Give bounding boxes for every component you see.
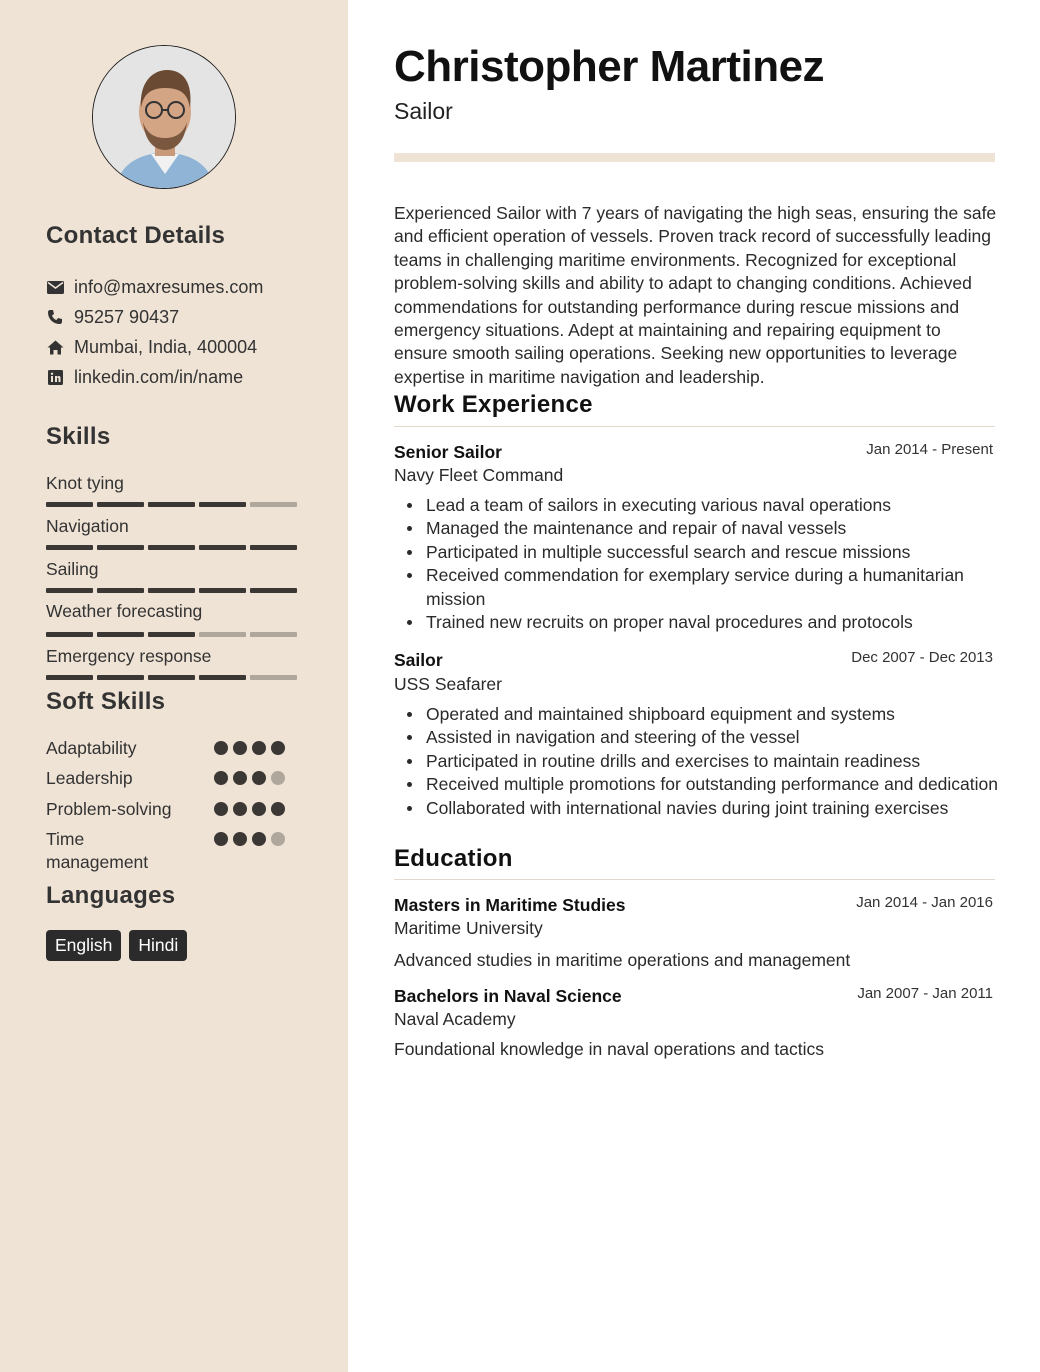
soft-skill-dot	[271, 771, 285, 785]
job-dates: Dec 2007 - Dec 2013	[851, 649, 993, 666]
skill-name: Navigation	[46, 516, 129, 536]
contact-linkedin[interactable]	[46, 366, 243, 388]
job-bullet: Received commendation for exemplary service during a humanitarian mission	[394, 564, 998, 611]
skill-level-bar	[46, 632, 297, 637]
contact-address	[46, 336, 257, 358]
job-dates: Jan 2014 - Present	[866, 441, 993, 458]
soft-skill-dot	[214, 771, 228, 785]
skill-name: Emergency response	[46, 646, 212, 666]
job-bullet: Trained new recruits on proper naval procedures and protocols	[394, 611, 998, 634]
candidate-name: Christopher Martinez	[394, 42, 825, 91]
candidate-title: Sailor	[394, 98, 453, 124]
job-bullets	[394, 703, 998, 820]
section-divider	[394, 879, 995, 880]
linkedin-icon	[46, 368, 64, 386]
skills-heading: Skills	[46, 423, 111, 450]
address-text: Mumbai, India, 400004	[74, 336, 258, 357]
skill-level-segment	[46, 545, 93, 550]
skill-level-segment	[250, 502, 297, 507]
soft-skill-dot	[214, 802, 228, 816]
skill-name: Sailing	[46, 559, 99, 579]
skill-level-segment	[199, 632, 246, 637]
skill-level-segment	[97, 588, 144, 593]
email-text: info@maxresumes.com	[74, 276, 264, 297]
soft-skill-name: Time management	[46, 829, 149, 872]
phone-icon	[46, 308, 64, 326]
degree-title: Bachelors in Naval Science	[394, 986, 622, 1006]
skill-level-segment	[148, 502, 195, 507]
skill-level-segment	[46, 502, 93, 507]
home-icon	[46, 338, 64, 356]
skill-name: Knot tying	[46, 473, 124, 493]
skill-level-segment	[250, 675, 297, 680]
job-bullet: Participated in multiple successful search and rescue missions	[394, 541, 998, 564]
skill-level-bar	[46, 502, 297, 507]
contact-phone[interactable]	[46, 306, 179, 328]
skill-level-segment	[97, 675, 144, 680]
linkedin-text: linkedin.com/in/name	[74, 366, 244, 387]
soft-skill-dot	[271, 741, 285, 755]
avatar	[92, 45, 236, 189]
soft-skill-dot	[214, 741, 228, 755]
job-bullet: Participated in routine drills and exercises to maintain readiness	[394, 750, 998, 773]
skill-level-segment	[199, 588, 246, 593]
skill-level-segment	[46, 588, 93, 593]
skill-level-segment	[148, 632, 195, 637]
job-bullet: Managed the maintenance and repair of naval vessels	[394, 517, 998, 540]
section-divider	[394, 426, 995, 427]
envelope-icon	[46, 278, 64, 296]
soft-skill-dot	[252, 832, 266, 846]
soft-skill-dots	[214, 802, 285, 816]
school-name: Naval Academy	[394, 1009, 516, 1029]
skill-level-segment	[148, 545, 195, 550]
job-bullet: Received multiple promotions for outstanding performance and dedication	[394, 773, 998, 796]
skill-level-segment	[199, 675, 246, 680]
degree-title: Masters in Maritime Studies	[394, 895, 626, 915]
skill-level-segment	[148, 588, 195, 593]
skill-level-segment	[199, 502, 246, 507]
skill-level-segment	[250, 632, 297, 637]
job-bullet: Lead a team of sailors in executing various naval operations	[394, 494, 998, 517]
school-name: Maritime University	[394, 918, 543, 938]
soft-skill-dot	[233, 741, 247, 755]
degree-description: Advanced studies in maritime operations and management	[394, 950, 851, 970]
contact-heading: Contact Details	[46, 222, 226, 249]
phone-text: 95257 90437	[74, 306, 180, 327]
skill-level-segment	[250, 588, 297, 593]
soft-skill-dots	[214, 771, 285, 785]
soft-skill-dot	[271, 802, 285, 816]
skill-level-segment	[148, 675, 195, 680]
degree-dates: Jan 2007 - Jan 2011	[857, 985, 993, 1002]
job-title: Sailor	[394, 650, 443, 670]
profile-photo	[93, 46, 236, 189]
soft-skill-dot	[233, 771, 247, 785]
languages-heading: Languages	[46, 882, 176, 909]
profile-summary: Experienced Sailor with 7 years of navigating the high seas, ensuring the safe and efficient operation of vessels. Proven track record of successfully leading teams in challenging maritime environments. Recognized for exceptional problem-solving skills and ability to adapt to changing conditions. Achieved commendations for outstanding performance during rescue missions and emergency situations. Adept at maintaining and repairing equipment to ensure smooth sailing operations. Seeking new opportunities to leverage expertise in maritime navigation and leadership.	[394, 203, 997, 387]
soft-skill-name: Adaptability	[46, 738, 137, 758]
soft-skill-dot	[271, 832, 285, 846]
soft-skill-dot	[233, 832, 247, 846]
soft-skill-dot	[252, 741, 266, 755]
skill-name: Weather forecasting	[46, 601, 203, 621]
soft-skill-name: Problem-solving	[46, 799, 172, 819]
job-organization: USS Seafarer	[394, 674, 502, 694]
skill-level-segment	[97, 545, 144, 550]
language-list	[46, 930, 187, 961]
soft-skills-heading: Soft Skills	[46, 688, 166, 715]
language-pill: Hindi	[129, 930, 187, 961]
soft-skill-dot	[233, 802, 247, 816]
skill-level-segment	[199, 545, 246, 550]
header-divider	[394, 153, 995, 162]
skill-level-segment	[250, 545, 297, 550]
job-bullet: Operated and maintained shipboard equipment and systems	[394, 703, 998, 726]
skill-level-segment	[46, 632, 93, 637]
soft-skill-dots	[214, 832, 285, 846]
job-title: Senior Sailor	[394, 442, 502, 462]
job-bullet: Assisted in navigation and steering of the vessel	[394, 726, 998, 749]
job-organization: Navy Fleet Command	[394, 465, 564, 485]
soft-skill-dot	[252, 771, 266, 785]
skill-level-bar	[46, 588, 297, 593]
skill-level-bar	[46, 545, 297, 550]
soft-skill-dots	[214, 741, 285, 755]
work-experience-heading: Work Experience	[394, 391, 593, 418]
skill-level-segment	[97, 502, 144, 507]
soft-skill-name: Leadership	[46, 768, 133, 788]
degree-description: Foundational knowledge in naval operations and tactics	[394, 1039, 825, 1059]
skill-level-bar	[46, 675, 297, 680]
skill-level-segment	[97, 632, 144, 637]
job-bullet: Collaborated with international navies during joint training exercises	[394, 797, 998, 820]
contact-email[interactable]	[46, 276, 263, 298]
soft-skill-dot	[214, 832, 228, 846]
job-bullets	[394, 494, 998, 634]
skill-level-segment	[46, 675, 93, 680]
degree-dates: Jan 2014 - Jan 2016	[856, 894, 993, 911]
education-heading: Education	[394, 845, 513, 872]
language-pill: English	[46, 930, 121, 961]
soft-skill-dot	[252, 802, 266, 816]
sidebar	[0, 0, 348, 1372]
